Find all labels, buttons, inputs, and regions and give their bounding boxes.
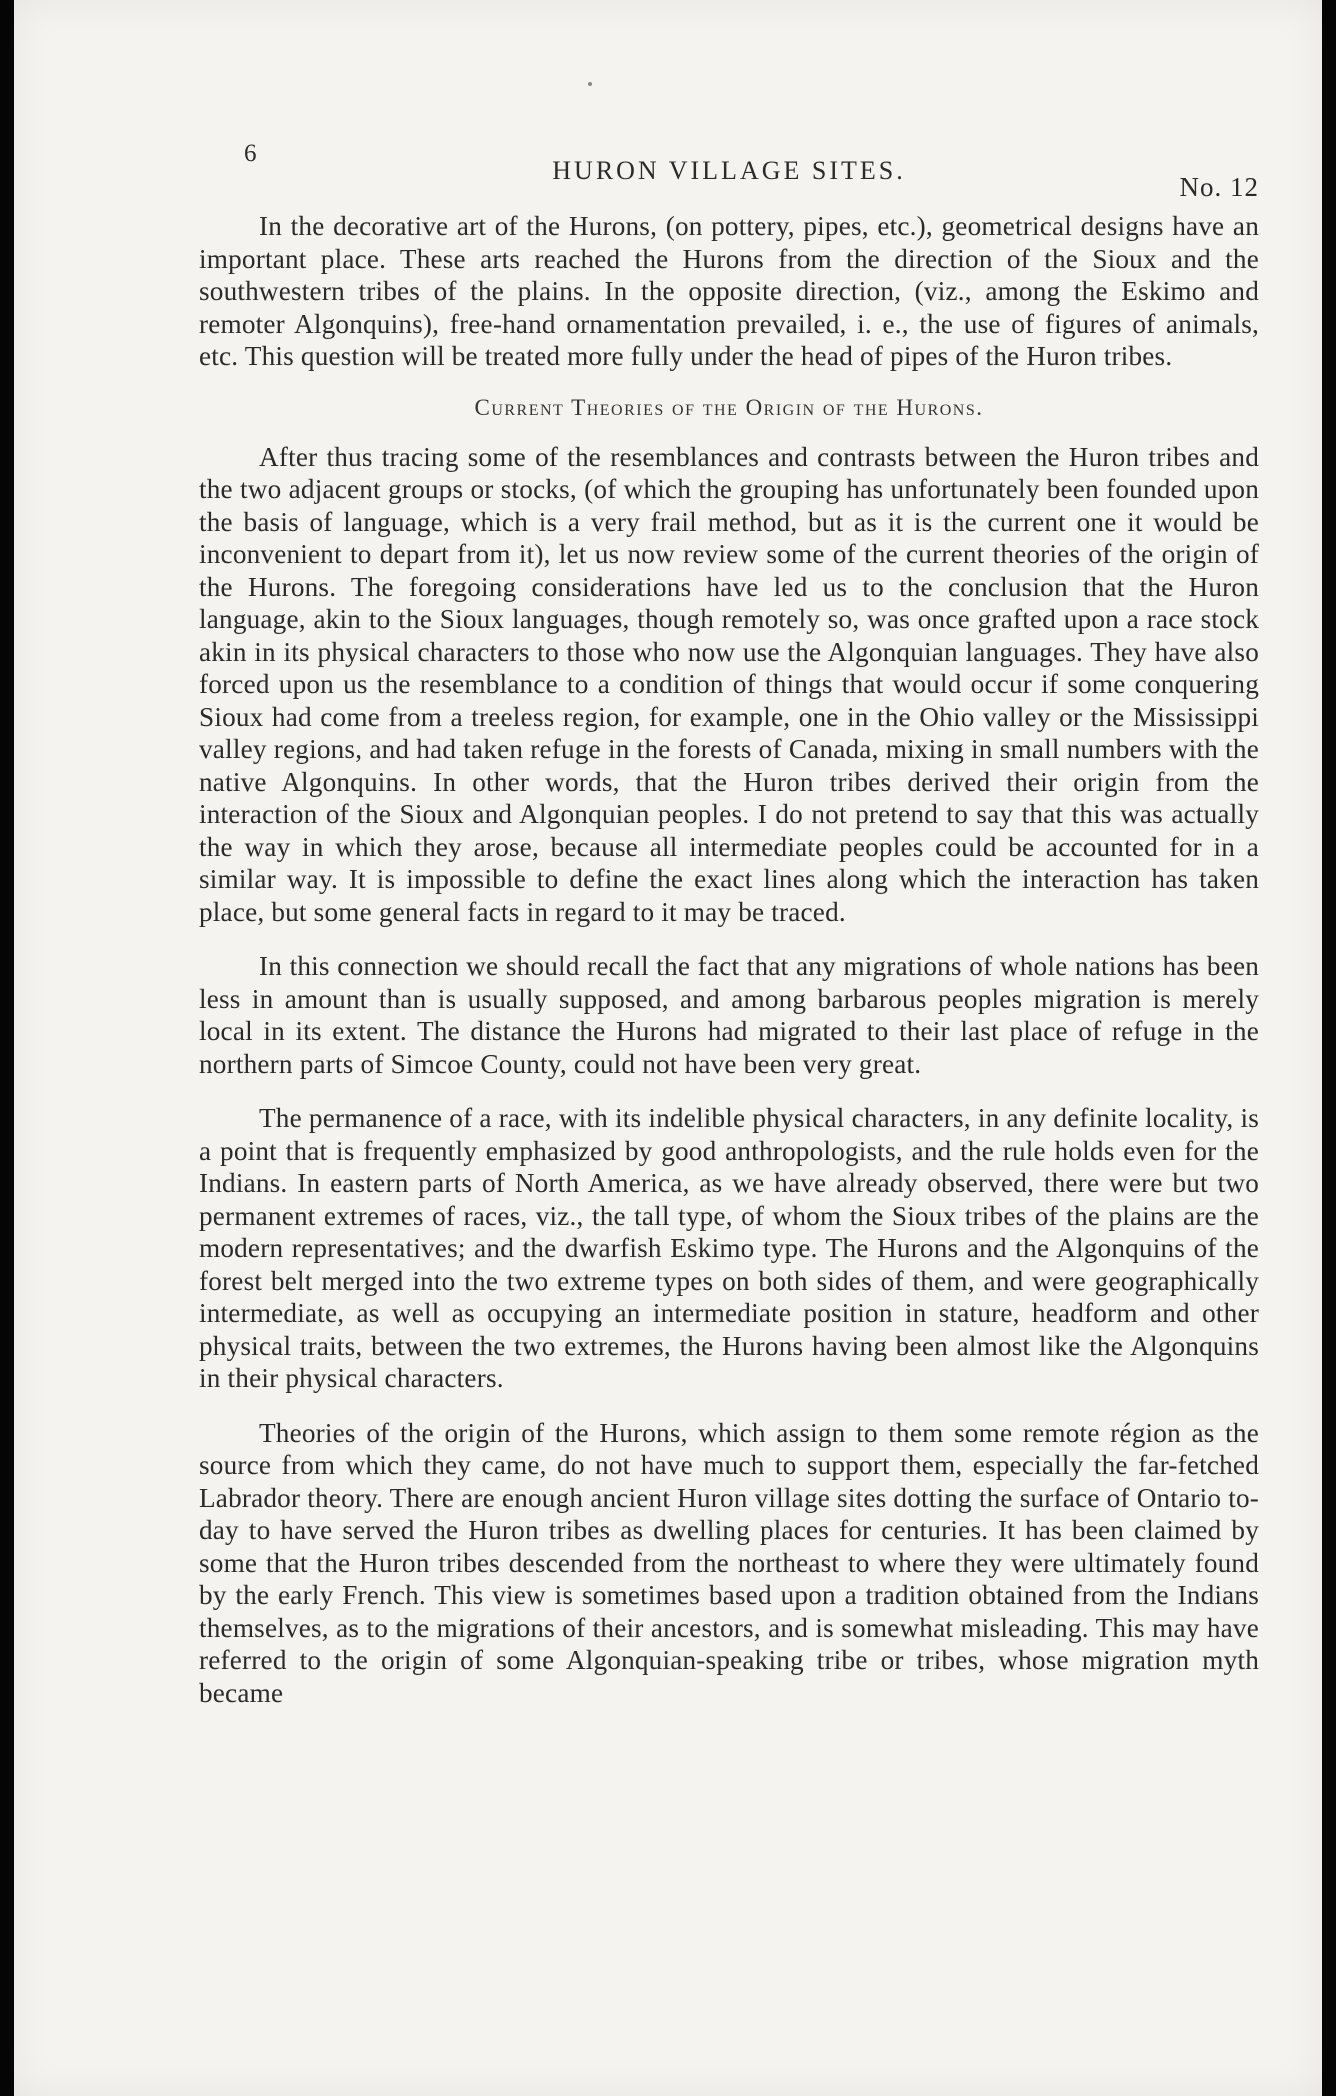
body-paragraph: In this connection we should recall the fact that any migrations of whole nations has been less in amount than is usually supposed, and among barbarous peoples migration is merely local in its extent. The distance the Hurons had migrated to their last place of refuge in the northern parts of Simcoe County, could not have been very great. [199,951,1259,1079]
body-paragraph: Theories of the origin of the Hurons, which assign to them some remote région as the source from which they came, do not have much to support them, especially the far-fetched Labrador theory. There are enough ancient Huron village sites dotting the surface of Ontario to-day to have served the Huron tribes as dwelling places for centuries. It has been claimed by some that the Huron tribes descended from the northeast to where they were ultimately found by the early French. This view is sometimes based upon a tradition obtained from the Indians themselves, as to the migrations of their ancestors, and is somewhat misleading. This may have referred to the origin of some Algonquian-speaking tribe or tribes, whose migration myth became [199,1417,1259,1708]
intro-paragraph: In the decorative art of the Hurons, (on pottery, pipes, etc.), geometrical designs have an important place. These arts reached the Hurons from the direction of the Sioux and the southwestern tribes of the plains. In the opposite direction, (viz., among the Eskimo and remoter Algonquins), free-hand ornamentation prevailed, i. e., the use of figures of animals, etc. This question will be treated more fully under the head of pipes of the Huron tribes. [199,211,1259,371]
page-content [199,120,1259,1731]
issue-number: No. 12 [1179,172,1259,202]
body-paragraph: The permanence of a race, with its indelible physical characters, in any definite locality, is a point that is frequently emphasized by good anthropologists, and the rule holds even for the Indians. In eastern parts of North America, as we have already observed, there were but two permanent extremes of races, viz., the tall type, of whom the Sioux tribes of the plains are the modern representatives; and the dwarfish Eskimo type. The Hurons and the Algonquins of the forest belt merged into the two extreme types on both sides of them, and were geographically intermediate, as well as occupying an intermediate position in stature, headform and other physical traits, between the two extremes, the Hurons having been almost like the Algonquins in their physical characters. [199,1103,1259,1393]
section-title: Current Theories of the Origin of the Hurons. [474,394,984,420]
page-number: 6 [244,140,258,167]
page-header [199,120,1259,210]
running-title: HURON VILLAGE SITES. [552,156,906,185]
body-paragraph: After thus tracing some of the resemblances and contrasts between the Huron tribes and the two adjacent groups or stocks, (of which the grouping has unfortunately been founded upon the basis of language, which is a very frail method, but as it is the current one it would be inconvenient to depart from it), let us now review some of the current theories of the origin of the Hurons. The foregoing considerations have led us to the conclusion that the Huron language, akin to the Sioux languages, though remotely so, was once grafted upon a race stock akin in its physical characters to those who now use the Algonquian languages. They have also forced upon us the resemblance to a condition of things that would occur if some conquering Sioux had come from a treeless region, for example, one in the Ohio valley or the Mississippi valley regions, and had taken refuge in the forests of Canada, mixing in small numbers with the native Algonquins. In other words, that the Huron tribes derived their origin from the interaction of the Sioux and Algonquian peoples. I do not pretend to say that this was actually the way in which they arose, because all intermediate peoples could be accounted for in a similar way. It is impossible to define the exact lines along which the interaction has taken place, but some general facts in regard to it may be traced. [199,441,1259,927]
print-speck [588,82,592,86]
book-page [14,0,1322,2096]
